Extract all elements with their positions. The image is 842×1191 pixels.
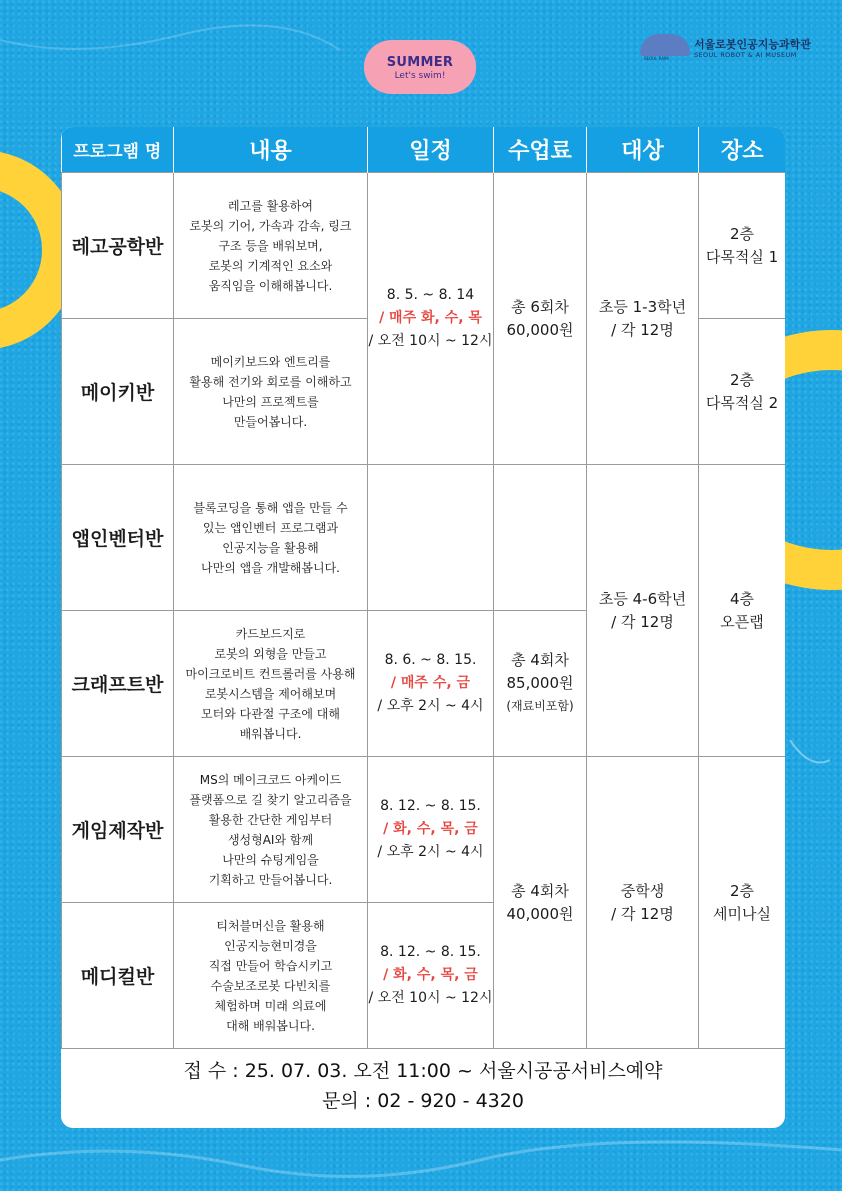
fee-count: 총 4회차 xyxy=(511,651,569,669)
desc-line: 블록코딩을 통해 앱을 만들 수 xyxy=(193,500,348,515)
location-floor: 2층 xyxy=(729,370,755,389)
desc-line: 직접 만들어 학습시키고 xyxy=(208,958,333,973)
header-audience: 대상 xyxy=(587,127,699,173)
fee-count: 총 4회차 xyxy=(511,881,569,900)
header-content: 내용 xyxy=(174,127,368,173)
program-description xyxy=(174,757,368,903)
audience-cell xyxy=(587,173,699,465)
schedule-time: / 오전 10시 ~ 12시 xyxy=(368,990,493,1006)
program-description xyxy=(174,611,368,757)
desc-line: 레고를 활용하여 xyxy=(228,198,313,213)
audience-capacity: / 각 12명 xyxy=(611,904,674,923)
desc-line: 나만의 앱을 개발해봅니다. xyxy=(201,560,340,575)
desc-line: 마이크로비트 컨트롤러를 사용해 xyxy=(185,666,356,681)
registration-info: 접 수 : 25. 07. 03. 오전 11:00 ~ 서울시공공서비스예약 xyxy=(183,1060,663,1082)
desc-line: 체험하며 미래 의료에 xyxy=(214,998,327,1013)
schedule-days: / 매주 수, 금 xyxy=(390,675,471,691)
schedule-time: / 오후 2시 ~ 4시 xyxy=(377,698,484,714)
schedule-cell xyxy=(368,757,494,903)
schedule-time: / 오전 10시 ~ 12시 xyxy=(368,333,493,349)
desc-line: 로봇의 기어, 가속과 감속, 링크 xyxy=(189,218,352,233)
program-description xyxy=(174,173,368,319)
location-room: 다목적실 1 xyxy=(705,247,779,266)
dome-logo-icon xyxy=(640,34,690,56)
fee-cell xyxy=(494,757,587,1049)
desc-line: 인공지능현미경을 xyxy=(224,938,317,953)
table-header-row xyxy=(62,127,786,173)
registration-footer xyxy=(61,1048,785,1128)
fee-cell xyxy=(494,173,587,465)
program-card xyxy=(61,127,785,1128)
desc-line: 활용한 간단한 게임부터 xyxy=(208,812,333,827)
audience-grade: 초등 4-6학년 xyxy=(598,589,687,608)
desc-line: 플랫폼으로 길 찾기 알고리즘을 xyxy=(189,792,352,807)
schedule-cell xyxy=(368,611,494,757)
location-floor: 2층 xyxy=(729,224,755,243)
museum-name-en: SEOUL ROBOT & AI MUSEUM xyxy=(694,51,797,59)
desc-line: 카드보드지로 xyxy=(235,626,306,641)
schedule-dates: 8. 12. ~ 8. 15. xyxy=(380,944,481,960)
fee-cell xyxy=(494,611,587,757)
location-room: 다목적실 2 xyxy=(705,393,779,412)
schedule-dates: 8. 5. ~ 8. 14 xyxy=(386,287,475,303)
desc-line: 로봇의 기계적인 요소와 xyxy=(208,258,333,273)
desc-line: 배워봅니다. xyxy=(239,726,302,741)
audience-grade: 초등 1-3학년 xyxy=(598,297,687,316)
desc-line: 대해 배워봅니다. xyxy=(226,1018,315,1033)
desc-line: 나만의 프로젝트를 xyxy=(222,394,319,409)
program-name: 레고공학반 xyxy=(62,173,174,319)
desc-line: 로봇시스템을 제어해보며 xyxy=(204,686,337,701)
location-cell xyxy=(699,757,786,1049)
logo-mark-text: SEOUL RAIM xyxy=(644,56,669,61)
audience-cell xyxy=(587,757,699,1049)
location-floor: 4층 xyxy=(729,589,755,608)
program-name: 메디컬반 xyxy=(62,903,174,1049)
desc-line: 있는 앱인벤터 프로그램과 xyxy=(202,520,339,535)
program-name: 게임제작반 xyxy=(62,757,174,903)
desc-line: 인공지능을 활용해 xyxy=(222,540,319,555)
desc-line: 로봇의 외형을 만들고 xyxy=(214,646,327,661)
audience-grade: 중학생 xyxy=(620,881,665,900)
schedule-dates: 8. 12. ~ 8. 15. xyxy=(380,798,481,814)
program-description xyxy=(174,465,368,611)
program-name: 앱인벤터반 xyxy=(62,465,174,611)
audience-cell xyxy=(587,465,699,757)
desc-line: 기획하고 만들어봅니다. xyxy=(208,872,333,887)
fee-note: (재료비포함) xyxy=(506,699,574,713)
museum-logo xyxy=(640,34,820,64)
program-description xyxy=(174,319,368,465)
header-schedule: 일정 xyxy=(368,127,494,173)
fee-price: 85,000원 xyxy=(506,674,574,692)
schedule-cell xyxy=(368,903,494,1049)
location-cell xyxy=(699,319,786,465)
desc-line: 수술보조로봇 다빈치를 xyxy=(210,978,331,993)
location-room: 오픈랩 xyxy=(720,612,764,631)
schedule-cell xyxy=(368,173,494,465)
fee-price: 40,000원 xyxy=(506,904,574,923)
program-name: 메이키반 xyxy=(62,319,174,465)
desc-line: MS의 메이크코드 아케이드 xyxy=(199,772,342,787)
audience-capacity: / 각 12명 xyxy=(611,320,674,339)
fee-count: 총 6회차 xyxy=(511,297,569,316)
location-cell xyxy=(699,173,786,319)
fee-price: 60,000원 xyxy=(506,320,574,339)
desc-line: 나만의 슈팅게임을 xyxy=(222,852,319,867)
schedule-days: / 화, 수, 목, 금 xyxy=(383,967,478,983)
fee-empty-cell xyxy=(494,465,587,611)
inquiry-phone: 문의 : 02 - 920 - 4320 xyxy=(322,1090,524,1112)
program-table xyxy=(61,127,785,1049)
badge-subtitle: Let's swim! xyxy=(394,71,446,81)
museum-name-ko: 서울로봇인공지능과학관 xyxy=(694,38,811,51)
desc-line: 메이키보드와 엔트리를 xyxy=(210,354,331,369)
desc-line: 생성형AI와 함께 xyxy=(227,832,314,847)
schedule-dates: 8. 6. ~ 8. 15. xyxy=(384,652,477,668)
audience-capacity: / 각 12명 xyxy=(611,612,674,631)
header-location: 장소 xyxy=(699,127,786,173)
schedule-days: / 매주 화, 수, 목 xyxy=(379,310,482,326)
desc-line: 움직임을 이해해봅니다. xyxy=(208,278,333,293)
schedule-days: / 화, 수, 목, 금 xyxy=(383,821,478,837)
badge-title: SUMMER xyxy=(386,55,454,70)
table-row xyxy=(62,465,786,611)
summer-badge xyxy=(364,40,476,94)
schedule-empty-cell xyxy=(368,465,494,611)
desc-line: 구조 등을 배워보며, xyxy=(218,238,323,253)
program-description xyxy=(174,903,368,1049)
location-room: 세미나실 xyxy=(713,904,771,923)
table-row xyxy=(62,757,786,903)
schedule-time: / 오후 2시 ~ 4시 xyxy=(377,844,484,860)
desc-line: 만들어봅니다. xyxy=(233,414,308,429)
header-fee: 수업료 xyxy=(494,127,587,173)
header-program: 프로그램 명 xyxy=(62,127,174,173)
desc-line: 모터와 다관절 구조에 대해 xyxy=(201,706,340,721)
desc-line: 활용해 전기와 회로를 이해하고 xyxy=(189,374,352,389)
location-cell xyxy=(699,465,786,757)
location-floor: 2층 xyxy=(729,881,755,900)
program-name: 크래프트반 xyxy=(62,611,174,757)
table-row xyxy=(62,173,786,319)
desc-line: 티처블머신을 활용해 xyxy=(216,918,325,933)
